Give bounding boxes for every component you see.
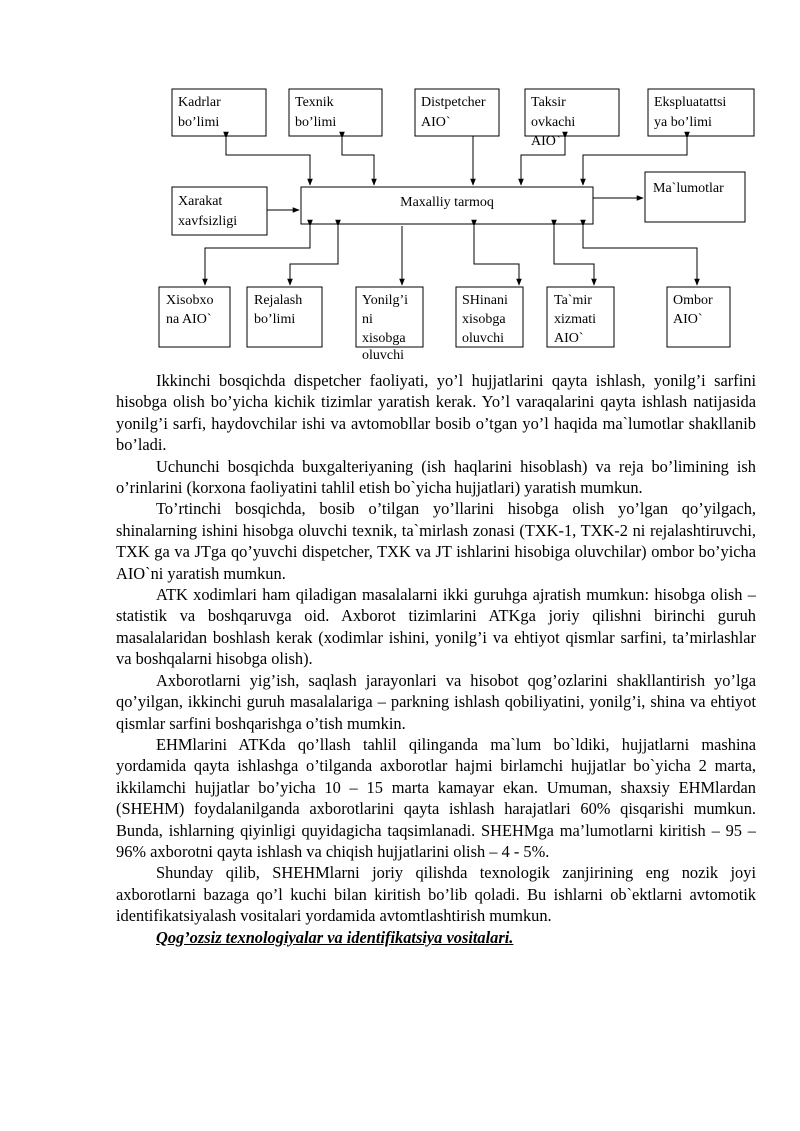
information-system-diagram <box>0 0 800 370</box>
svg-text:ovkachi: ovkachi <box>531 115 576 130</box>
box-taksir <box>525 89 619 149</box>
box-ombor <box>667 287 730 347</box>
svg-text:Maxalliy tarmoq: Maxalliy tarmoq <box>400 195 494 210</box>
svg-text:Xarakat: Xarakat <box>178 194 223 209</box>
svg-text:bo’limi: bo’limi <box>254 312 296 327</box>
svg-text:xisobga: xisobga <box>362 331 406 346</box>
paragraph-4: ATK xodimlari ham qiladigan masalalarni ikki guruhga ajratish mumkun: hisobga olish – statistik va boshqaruvga oid. Axborot tizimlarini ATKga joriy qilishni birinchi guruh masalalaridan boshlash kerak (xodimlar ishini, yonilg’i va ehtiyot qismlar sarfini, ta’mirlashlar va boshqalarni hisobga olish). <box>116 585 756 669</box>
box-rejalash <box>247 287 322 347</box>
svg-text:bo’limi: bo’limi <box>295 115 337 130</box>
svg-text:na AIO`: na AIO` <box>166 312 212 327</box>
svg-text:Yonilg’i: Yonilg’i <box>362 293 409 308</box>
svg-text:AIO`: AIO` <box>554 331 584 346</box>
box-maxalliy-tarmoq <box>301 187 593 224</box>
box-ekspluatatsiya <box>648 89 754 136</box>
svg-text:AIO`: AIO` <box>673 312 703 327</box>
svg-text:xizmati: xizmati <box>554 312 596 327</box>
paragraph-6: EHMlarini ATKda qo’llash tahlil qilinganda ma`lum bo`ldiki, hujjatlarni mashina yordamida qayta ishlashga o’tilganda axborotlar hajmi birlamchi hujjatlar bo`yicha 2 marta, ikkilamchi hujjatlar bo’yicha 10 – 15 marta kamayar ekan. Umuman, shaxsiy EHMlardan (SHEHM) foydalanilganda axborotlarini qayta ishlash harajatlari 60% qisqarishi mumkun. Bunda, ishlarning qiyinligi quyidagicha taqsimlanadi. SHEHMga ma’lumotlarni kiritish – 95 – 96% axborotni qayta ishlash va chiqish hujjatlarini olish – 4 - 5%. <box>116 734 756 861</box>
box-yonilgi <box>356 287 423 363</box>
paragraph-2: Uchunchi bosqichda buxgalteriyaning (ish haqlarini hisoblash) va reja bo’limining ish o’rinlarini (korxona faoliyatini tahlil etish bo`yicha hujjatlari) yaratish mumkun. <box>116 456 756 498</box>
paragraph-7: Shunday qilib, SHEHMlarni joriy qilishda texnologik zanjirining eng nozik joyi axborotlarni bazaga qo’l kuchi bilan kiritish bo’lib qoladi. Bu ishlarni ob`ektlarni avtomotik identifikatsiyalash vositalari yordamida avtomtlashtirish mumkun. <box>116 863 756 926</box>
svg-text:Texnik: Texnik <box>295 95 334 110</box>
svg-text:Rejalash: Rejalash <box>254 293 303 308</box>
svg-text:ni: ni <box>362 312 373 327</box>
box-xarakat-xavfsizligi <box>172 187 267 235</box>
svg-text:ya bo’limi: ya bo’limi <box>654 115 712 130</box>
svg-text:Ombor: Ombor <box>673 293 713 308</box>
box-dispetcher <box>415 89 499 136</box>
document-body <box>116 370 756 948</box>
svg-text:Distpetcher: Distpetcher <box>421 95 486 110</box>
box-malumotlar <box>645 172 745 222</box>
box-texnik <box>289 89 382 136</box>
svg-text:oluvchi: oluvchi <box>462 331 504 346</box>
svg-text:Kadrlar: Kadrlar <box>178 95 221 110</box>
svg-text:Xisobxo: Xisobxo <box>166 293 214 308</box>
svg-text:SHinani: SHinani <box>462 293 508 308</box>
svg-text:AIO`: AIO` <box>531 134 561 149</box>
paragraph-1: Ikkinchi bosqichda dispetcher faoliyati, yo’l hujjatlarini qayta ishlash, yonilg’i sarfini hisobga olish bo’yicha kichik tizimlar yaratish kerak. Yo’l varaqalarini qayta ishlash natijasida yonilg’i sarfi, haydovchilar ishi va avtomobllar bosib o’tgan yo’l haqida ma`lumotlar shakllanib bo’ladi. <box>116 371 756 455</box>
svg-text:Ekspluatattsi: Ekspluatattsi <box>654 95 727 110</box>
svg-text:Ta`mir: Ta`mir <box>554 293 592 308</box>
svg-text:bo’limi: bo’limi <box>178 115 220 130</box>
box-xisobxona <box>159 287 230 347</box>
paragraph-3: To’rtinchi bosqichda, bosib o’tilgan yo’llarini hisobga olish yo’lgan qo’yilgach, shinalarning ishini hisobga oluvchi texnik, ta`mirlash zonasi (TXK-1, TXK-2 ni rejalashtiruvchi, TXK ga va JTga qo’yuvchi dispetcher, TXK va JT ishlarini hisobiga oluvchilar) ombor bo’yicha AIO`ni yaratish mumkun. <box>116 499 756 583</box>
svg-text:xisobga: xisobga <box>462 312 506 327</box>
box-kadrlar <box>172 89 266 136</box>
svg-text:Taksir: Taksir <box>531 95 566 110</box>
svg-text:xavfsizligi: xavfsizligi <box>178 214 238 229</box>
svg-text:oluvchi: oluvchi <box>362 348 404 363</box>
section-heading: Qog’ozsiz texnologiyalar va identifikatsiya vositalari. <box>156 927 514 947</box>
svg-text:AIO`: AIO` <box>421 115 451 130</box>
box-shinani <box>456 287 523 347</box>
svg-text:Ma`lumotlar: Ma`lumotlar <box>653 181 724 196</box>
box-tamir <box>547 287 614 347</box>
paragraph-5: Axborotlarni yig’ish, saqlash jarayonlari va hisobot qog’ozlarini shakllantirish yo’lga qo’yilgan, ikkinchi guruh masalalariga – parkning ishlash qobiliyatini, yonilg’i, shina va ehtiyot qismlar sarfini boshqarishga o’tish mumkin. <box>116 670 756 733</box>
